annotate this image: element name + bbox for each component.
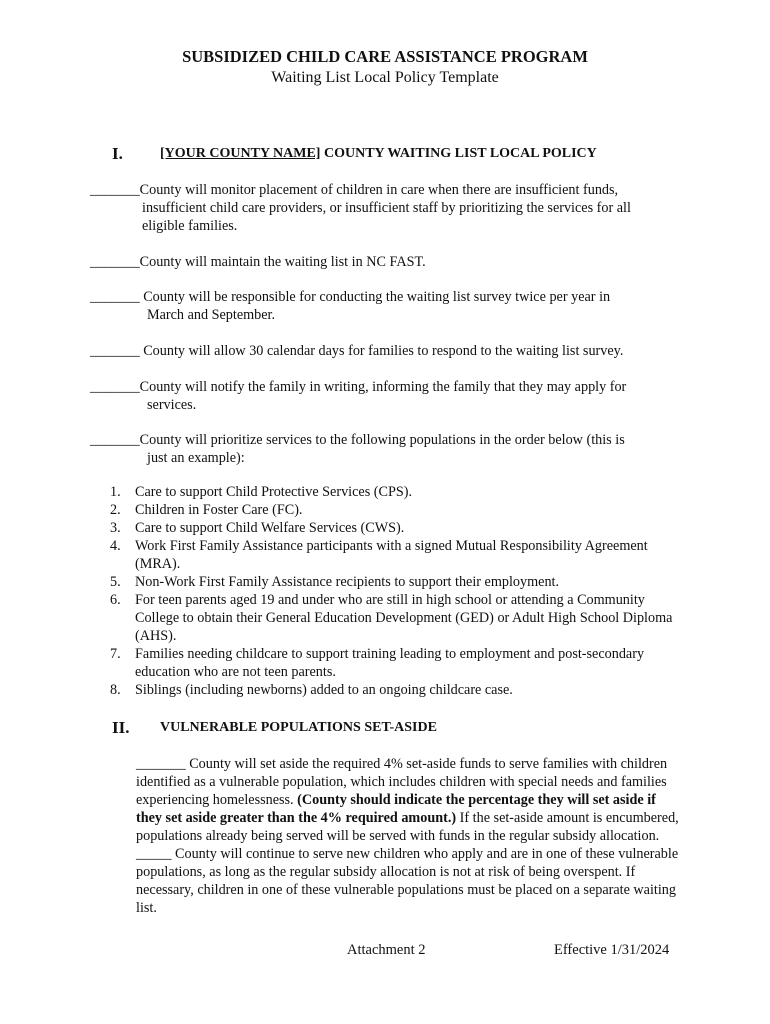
- list-item: [110, 573, 690, 591]
- policy-paragraph-6: [90, 431, 690, 467]
- county-name-placeholder: [YOUR COUNTY NAME]: [160, 146, 321, 161]
- list-item: [110, 681, 690, 699]
- paragraph-continuation: eligible families.: [142, 218, 238, 234]
- paragraph-lead: County will monitor placement of children in care when there are insufficient funds,: [139, 182, 619, 198]
- policy-paragraph-5: [90, 378, 690, 414]
- document-title: SUBSIDIZED CHILD CARE ASSISTANCE PROGRAM: [182, 47, 588, 66]
- list-item-text: Children in Foster Care (FC).: [135, 502, 303, 518]
- list-item-text: Non-Work First Family Assistance recipients to support their employment.: [135, 574, 560, 590]
- policy-paragraph-4: [90, 342, 690, 360]
- policy-paragraph-3: [90, 288, 690, 324]
- list-number: 3.: [110, 520, 121, 536]
- blank-line: _______: [90, 289, 140, 305]
- document-subtitle: Waiting List Local Policy Template: [271, 69, 499, 86]
- list-number: 6.: [110, 592, 121, 608]
- effective-date: Effective 1/31/2024: [554, 942, 670, 958]
- list-item: [110, 519, 690, 537]
- list-item: [110, 591, 690, 645]
- blank-line: _______: [90, 379, 140, 395]
- paragraph-lead: County will notify the family in writing, informing the family that they may apply for: [139, 379, 627, 395]
- section-1-title-text: COUNTY WAITING LIST LOCAL POLICY: [320, 146, 597, 161]
- list-number: 1.: [110, 484, 121, 500]
- list-item-text: For teen parents aged 19 and under who are still in high school or attending a Community College to obtain their General Education Development (GED) or Adult High School Diploma (AHS).: [135, 592, 673, 644]
- list-number: 7.: [110, 646, 121, 662]
- policy-paragraph-2: [90, 253, 690, 271]
- paragraph-continuation: just an example):: [147, 450, 245, 466]
- list-number: 4.: [110, 538, 121, 554]
- attachment-label: Attachment 2: [347, 942, 426, 958]
- list-number: 2.: [110, 502, 121, 518]
- list-item-text: Care to support Child Protective Services (CPS).: [135, 484, 413, 500]
- list-item: [110, 645, 690, 681]
- list-item: [110, 483, 690, 501]
- blank-line: _______: [90, 432, 140, 448]
- list-item-text: Work First Family Assistance participants with a signed Mutual Responsibility Agreement (MRA).: [135, 538, 648, 572]
- paragraph-lead: County will maintain the waiting list in NC FAST.: [139, 254, 426, 270]
- section-1-title: [160, 146, 597, 162]
- set-aside-text-continued: If the set-aside amount is encumbered, populations already being served will be served with funds in the regular subsidy allocation. _____ County will continue to serve new children who apply and are in one of these vulnerable populations, as long as the regular subsidy allocation is not at risk of being overspent. If necessary, children in one of these vulnerable populations must be placed on a separate waiting list.: [136, 810, 679, 916]
- policy-paragraph-1: [90, 181, 690, 235]
- section-2-title: VULNERABLE POPULATIONS SET-ASIDE: [160, 720, 437, 735]
- paragraph-lead: County will be responsible for conducting the waiting list survey twice per year in: [139, 289, 611, 305]
- blank-line: _______: [90, 343, 140, 359]
- list-item-text: Care to support Child Welfare Services (CWS).: [135, 520, 405, 536]
- blank-line: _______: [90, 254, 140, 270]
- list-item: [110, 501, 690, 519]
- list-item-text: Siblings (including newborns) added to an ongoing childcare case.: [135, 682, 513, 698]
- section-2-number: II.: [112, 718, 130, 737]
- set-aside-instruction: (County should indicate the percentage they will set aside if they set aside greater than the 4% required amount.): [136, 792, 656, 826]
- set-aside-paragraph: [136, 755, 681, 917]
- list-item: [110, 537, 690, 573]
- priority-list: [110, 483, 690, 699]
- paragraph-continuation: March and September.: [147, 307, 276, 323]
- list-number: 8.: [110, 682, 121, 698]
- set-aside-text: _______ County will set aside the required 4% set-aside funds to serve families with children identified as a vulnerable population, which includes children with special needs and families experiencing homelessness.: [136, 756, 668, 808]
- section-1-number: I.: [112, 144, 123, 163]
- paragraph-lead: County will allow 30 calendar days for families to respond to the waiting list survey.: [139, 343, 624, 359]
- paragraph-continuation: insufficient child care providers, or insufficient staff by prioritizing the services for all: [142, 200, 631, 216]
- paragraph-continuation: services.: [147, 397, 197, 413]
- paragraph-lead: County will prioritize services to the following populations in the order below (this is: [139, 432, 625, 448]
- list-item-text: Families needing childcare to support training leading to employment and post-secondary education who are not teen parents.: [135, 646, 645, 680]
- list-number: 5.: [110, 574, 121, 590]
- blank-line: _______: [90, 182, 140, 198]
